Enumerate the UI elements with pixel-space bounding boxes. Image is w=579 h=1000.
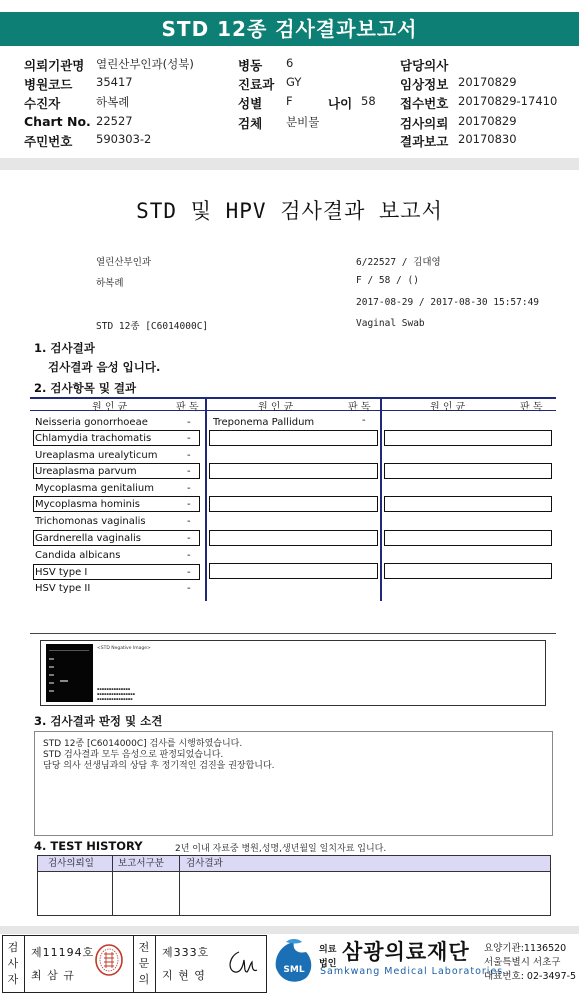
report-header-title: STD 12종 검사결과보고서 xyxy=(0,12,579,46)
org-prefix-medical: 의료 xyxy=(319,945,337,955)
section-2-title: 2. 검사항목 및 결과 xyxy=(34,381,137,395)
value-age: 58 xyxy=(361,94,376,108)
header-judgement-3: 판 독 xyxy=(520,402,543,413)
gel-electrophoresis-image xyxy=(40,640,546,706)
value-hospital-code: 35417 xyxy=(96,75,133,89)
empty-result-box xyxy=(209,496,378,512)
value-sex: F xyxy=(286,94,293,108)
pathogen-result: - xyxy=(187,417,191,428)
value-receipt-no: 20170829-17410 xyxy=(458,94,558,108)
report-hospital: 열린산부인과 xyxy=(96,257,152,268)
org-institution-code: 요양기관:1136520 xyxy=(484,943,567,954)
header-separator xyxy=(0,158,579,170)
history-col-report-type: 보고서구분 xyxy=(118,858,164,869)
org-prefix-corporation: 법인 xyxy=(319,959,337,969)
pathogen-result: - xyxy=(187,450,191,461)
gel-band xyxy=(49,658,54,660)
header-pathogen-3: 원 인 균 xyxy=(430,402,466,413)
tester-label: 검사자 xyxy=(7,941,19,986)
section-4-title: 4. TEST HISTORY xyxy=(34,839,143,853)
pathogen-name: Trichomonas vaginalis xyxy=(35,516,146,527)
empty-result-box xyxy=(384,563,552,579)
label-specimen: 검체 xyxy=(238,116,263,131)
opinion-box xyxy=(34,731,553,836)
overall-result: 검사결과 음성 입니다. xyxy=(48,360,161,374)
label-age: 나이 xyxy=(328,96,353,111)
value-department: GY xyxy=(286,75,302,89)
pathogen-result: - xyxy=(187,550,191,561)
report-patient: 하복례 xyxy=(96,278,124,289)
signature-divider xyxy=(155,936,156,992)
history-note: 2년 이내 자료중 병원,성명,생년월일 일치자료 입니다. xyxy=(175,844,387,854)
signature-divider xyxy=(24,936,25,992)
pathogen-name: Neisseria gonorrhoeae xyxy=(35,417,148,428)
opinion-line: STD 12종 [C6014000C] 검사를 시행하였습니다. xyxy=(43,739,243,749)
header-pathogen-2: 원 인 균 xyxy=(258,402,294,413)
empty-result-box xyxy=(209,563,378,579)
pathogen-name: Mycoplasma hominis xyxy=(35,499,140,510)
pathogen-name: Chlamydia trachomatis xyxy=(35,433,152,444)
pathogen-result: - xyxy=(187,433,191,444)
value-chart-no: 22527 xyxy=(96,114,133,128)
org-address: 서울특별시 서초구 xyxy=(484,957,561,968)
org-phone: 대표번호: 02-3497-5 xyxy=(484,971,577,982)
patient-info-grid xyxy=(0,52,579,150)
pathogen-name: Gardnerella vaginalis xyxy=(35,533,141,544)
header-judgement-1: 판 독 xyxy=(176,402,199,413)
gel-band xyxy=(49,666,54,668)
pathogen-name: Ureaplasma urealyticum xyxy=(35,450,158,461)
label-attending-doctor: 담당의사 xyxy=(400,58,449,73)
value-specimen: 분비물 xyxy=(286,115,320,129)
empty-result-box xyxy=(209,463,378,479)
report-specimen: Vaginal Swab xyxy=(356,318,425,329)
seal-stamp-icon xyxy=(95,944,123,976)
svg-text:SML: SML xyxy=(283,965,305,975)
label-receipt-no: 접수번호 xyxy=(400,96,449,111)
empty-result-box xyxy=(384,430,552,446)
history-header-row xyxy=(38,856,550,872)
label-report-date: 결과보고 xyxy=(400,134,449,149)
column-divider-1 xyxy=(205,397,207,601)
report-sex-age: F / 58 / () xyxy=(356,275,419,286)
label-patient-name: 수진자 xyxy=(24,96,61,111)
value-request-date: 20170829 xyxy=(458,114,517,128)
pathogen-result: - xyxy=(187,499,191,510)
label-ward: 병동 xyxy=(238,58,263,73)
pathogen-name: Mycoplasma genitalium xyxy=(35,483,154,494)
pathogen-name: HSV type I xyxy=(35,567,88,578)
section-1-title: 1. 검사결과 xyxy=(34,341,95,355)
value-requesting-institution: 열린산부인과(성북) xyxy=(96,57,194,71)
tester-name: 최 삼 규 xyxy=(31,969,75,982)
gel-lane-markers xyxy=(49,650,89,651)
report-chart-doctor: 6/22527 / 김대영 xyxy=(356,257,441,268)
label-department: 진료과 xyxy=(238,77,275,92)
label-requesting-institution: 의뢰기관명 xyxy=(24,58,85,73)
gel-band xyxy=(60,680,68,682)
value-resident-no: 590303-2 xyxy=(96,132,152,146)
report-test-code: STD 12종 [C6014000C] xyxy=(96,321,209,332)
gel-legend-line: ▪▪▪▪▪▪▪▪▪▪▪▪▪▪▪ xyxy=(97,697,133,701)
pathogen-name: Candida albicans xyxy=(35,550,121,561)
pathogen-result: - xyxy=(187,567,191,578)
gel-legend-line: ▪▪▪▪▪▪▪▪▪▪▪▪▪▪▪▪ xyxy=(97,692,135,696)
pathogen-name: Treponema Pallidum xyxy=(213,417,315,428)
label-request-date: 검사의뢰 xyxy=(400,116,449,131)
gel-band xyxy=(49,674,54,676)
report-title: STD 및 HPV 검사결과 보고서 xyxy=(136,199,443,223)
pathogen-result: - xyxy=(187,583,191,594)
history-col-result: 검사결과 xyxy=(186,858,223,869)
footer-separator xyxy=(0,926,579,934)
empty-result-box xyxy=(209,430,378,446)
value-clinical-info: 20170829 xyxy=(458,75,517,89)
pathogen-result: - xyxy=(187,483,191,494)
label-hospital-code: 병원코드 xyxy=(24,77,73,92)
pathogen-result: - xyxy=(187,516,191,527)
organization-name: 삼광의료재단 xyxy=(342,940,470,964)
empty-result-box xyxy=(384,530,552,546)
gel-band xyxy=(49,690,54,692)
pathogen-result: - xyxy=(362,415,366,426)
gel-picture xyxy=(46,644,93,702)
gel-legend-line: ▪▪▪▪▪▪▪▪▪▪▪▪▪▪ xyxy=(97,687,131,691)
specialist-name: 지 현 영 xyxy=(162,969,206,982)
pathogen-result: - xyxy=(187,466,191,477)
history-col-request-date: 검사의뢰일 xyxy=(48,858,94,869)
specialist-license-no: 제333호 xyxy=(162,946,210,959)
gel-band xyxy=(49,682,54,684)
report-dates: 2017-08-29 / 2017-08-30 15:57:49 xyxy=(356,297,540,308)
value-patient-name: 하복례 xyxy=(96,95,130,109)
opinion-line: 담당 의사 선생님과의 상담 후 정기적인 검진을 권장합니다. xyxy=(43,761,275,771)
empty-result-box xyxy=(209,530,378,546)
history-col-divider xyxy=(112,856,113,915)
opinion-line: STD 검사결과 모두 음성으로 판정되었습니다. xyxy=(43,750,224,760)
organization-english-name: Samkwang Medical Laboratories xyxy=(320,966,504,977)
label-resident-no: 주민번호 xyxy=(24,134,73,149)
signature-box xyxy=(2,935,267,993)
pathogen-result: - xyxy=(187,533,191,544)
tester-license-no: 제11194호 xyxy=(31,946,95,959)
empty-result-box xyxy=(384,496,552,512)
label-sex: 성별 xyxy=(238,96,263,111)
empty-result-box xyxy=(384,463,552,479)
header-pathogen-1: 원 인 균 xyxy=(92,402,128,413)
pathogen-name: HSV type II xyxy=(35,583,91,594)
value-ward: 6 xyxy=(286,56,294,70)
gel-caption: <STD Negative Image> xyxy=(97,646,151,651)
pathogen-name: Ureaplasma parvum xyxy=(35,466,137,477)
test-items-table xyxy=(30,397,556,601)
history-col-divider xyxy=(179,856,180,915)
test-history-table xyxy=(37,855,551,916)
label-chart-no: Chart No. xyxy=(24,114,91,129)
header-judgement-2: 판 독 xyxy=(348,402,371,413)
value-report-date: 20170830 xyxy=(458,132,517,146)
column-divider-2 xyxy=(380,397,382,601)
label-clinical-info: 임상정보 xyxy=(400,77,449,92)
section-3-title: 3. 검사결과 판정 및 소견 xyxy=(34,714,163,728)
section-separator xyxy=(30,633,556,634)
samkwang-logo-icon xyxy=(272,938,316,986)
specialist-label: 전문의 xyxy=(138,941,150,986)
signature-icon xyxy=(225,948,259,978)
